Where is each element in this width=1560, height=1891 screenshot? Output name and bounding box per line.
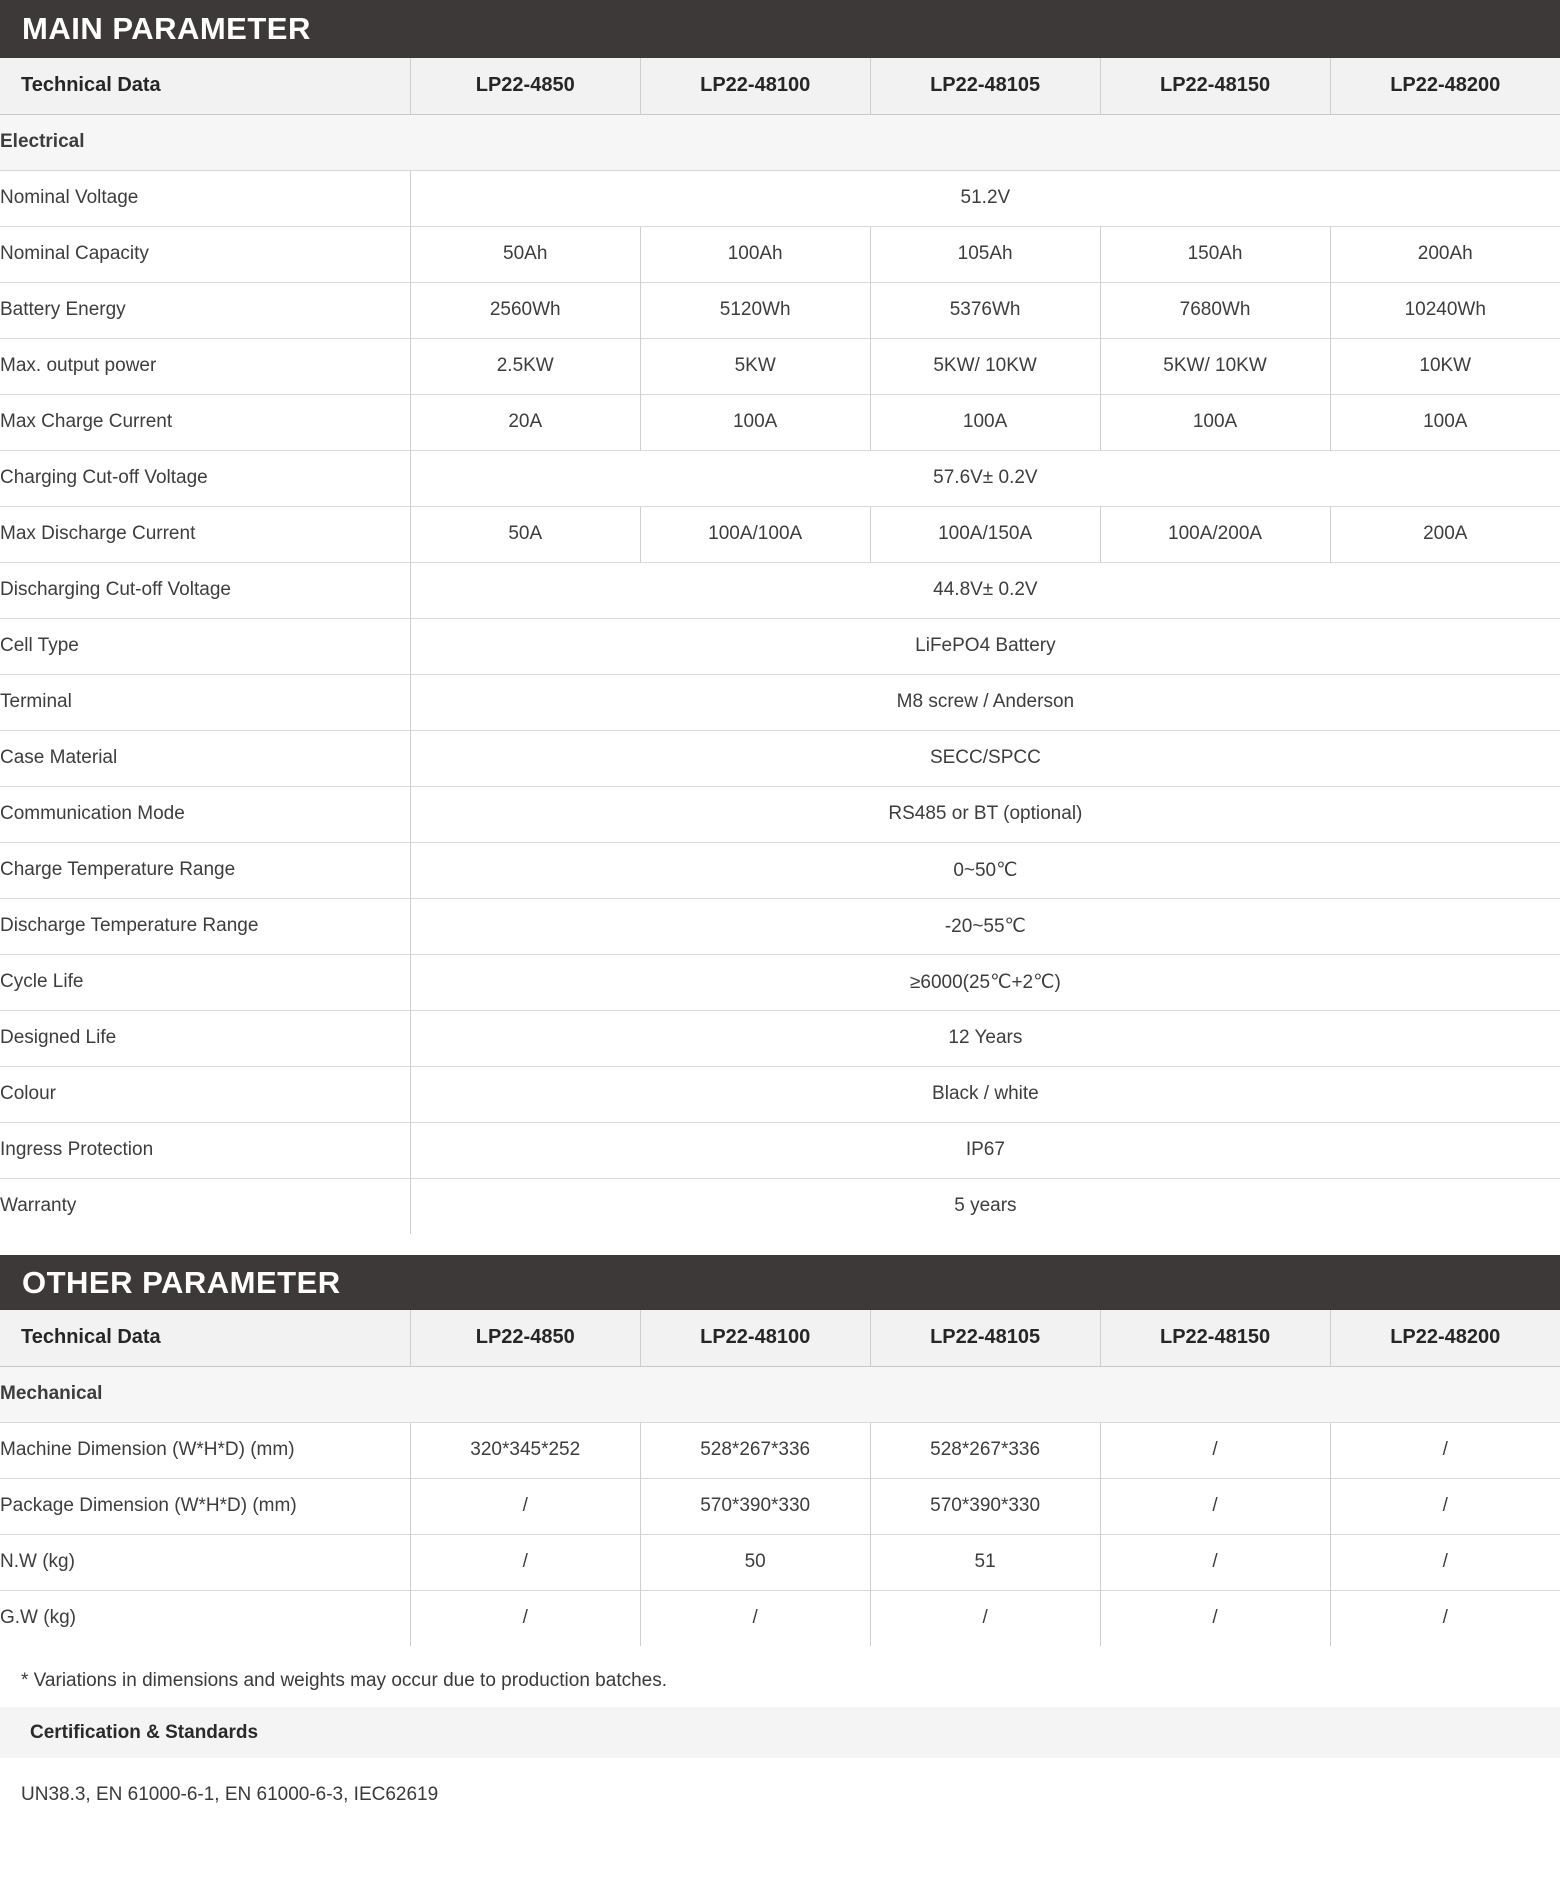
table-row	[0, 674, 1560, 730]
param-value: 10240Wh	[1330, 282, 1560, 338]
param-value: 100A/150A	[870, 506, 1100, 562]
param-value: 20A	[410, 394, 640, 450]
param-value-merged: 51.2V	[410, 170, 1560, 226]
param-value: 528*267*336	[870, 1422, 1100, 1478]
param-value-merged: SECC/SPCC	[410, 730, 1560, 786]
other-table-body	[0, 1366, 1560, 1646]
param-value: 100A	[870, 394, 1100, 450]
column-header-model: LP22-48150	[1100, 1310, 1330, 1366]
table-row	[0, 562, 1560, 618]
param-value: 100A	[1100, 394, 1330, 450]
param-label: Charging Cut-off Voltage	[0, 450, 410, 506]
param-value: 5KW/ 10KW	[870, 338, 1100, 394]
param-value: 50	[640, 1534, 870, 1590]
param-value: /	[1330, 1478, 1560, 1534]
param-value-merged: IP67	[410, 1122, 1560, 1178]
param-label: Battery Energy	[0, 282, 410, 338]
param-value: 2.5KW	[410, 338, 640, 394]
param-value: /	[870, 1590, 1100, 1646]
column-header-model: LP22-48100	[640, 1310, 870, 1366]
param-value-merged: 57.6V± 0.2V	[410, 450, 1560, 506]
param-value: 570*390*330	[870, 1478, 1100, 1534]
main-table-body	[0, 114, 1560, 1234]
certification-standards-heading: Certification & Standards	[30, 1721, 259, 1743]
dimension-footnote: * Variations in dimensions and weights may occur due to production batches.	[21, 1670, 668, 1691]
param-value: 5120Wh	[640, 282, 870, 338]
column-header-model: LP22-48150	[1100, 58, 1330, 114]
param-value: 5KW	[640, 338, 870, 394]
param-value: 100Ah	[640, 226, 870, 282]
table-row	[0, 1590, 1560, 1646]
param-label: Warranty	[0, 1178, 410, 1234]
param-value: 5376Wh	[870, 282, 1100, 338]
table-row	[0, 1422, 1560, 1478]
param-value: /	[1330, 1534, 1560, 1590]
param-label: Max Discharge Current	[0, 506, 410, 562]
param-value: 528*267*336	[640, 1422, 870, 1478]
param-label: Nominal Capacity	[0, 226, 410, 282]
table-header-row	[0, 58, 1560, 114]
table-row	[0, 170, 1560, 226]
column-header-model: LP22-48100	[640, 58, 870, 114]
column-header-model: LP22-4850	[410, 1310, 640, 1366]
param-label: Charge Temperature Range	[0, 842, 410, 898]
table-row	[0, 1178, 1560, 1234]
param-value: 10KW	[1330, 338, 1560, 394]
param-value: 150Ah	[1100, 226, 1330, 282]
param-value: 200Ah	[1330, 226, 1560, 282]
param-value: 51	[870, 1534, 1100, 1590]
table-row	[0, 1534, 1560, 1590]
param-value: 100A/200A	[1100, 506, 1330, 562]
param-value-merged: 12 Years	[410, 1010, 1560, 1066]
param-label: Discharging Cut-off Voltage	[0, 562, 410, 618]
param-label: Case Material	[0, 730, 410, 786]
param-value: /	[1100, 1422, 1330, 1478]
param-label: G.W (kg)	[0, 1590, 410, 1646]
table-row	[0, 226, 1560, 282]
table-row	[0, 338, 1560, 394]
column-header-model: LP22-48200	[1330, 58, 1560, 114]
table-row	[0, 898, 1560, 954]
column-header-technical-data: Technical Data	[0, 1310, 410, 1366]
param-value-merged: -20~55℃	[410, 898, 1560, 954]
param-value: /	[1100, 1590, 1330, 1646]
main-parameter-table	[0, 58, 1560, 1234]
table-row	[0, 1010, 1560, 1066]
param-value: 100A	[1330, 394, 1560, 450]
param-value: 570*390*330	[640, 1478, 870, 1534]
param-value: 7680Wh	[1100, 282, 1330, 338]
param-value: /	[640, 1590, 870, 1646]
table-header-row	[0, 1310, 1560, 1366]
certification-standards-band	[0, 1707, 1560, 1758]
certification-standards-text: UN38.3, EN 61000-6-1, EN 61000-6-3, IEC62619	[21, 1784, 439, 1805]
other-table-head	[0, 1310, 1560, 1366]
table-row	[0, 786, 1560, 842]
section-row	[0, 1366, 1560, 1422]
section-row-label: Mechanical	[0, 1366, 1560, 1422]
param-label: N.W (kg)	[0, 1534, 410, 1590]
other-parameter-table	[0, 1310, 1560, 1646]
table-row	[0, 730, 1560, 786]
param-value: /	[1330, 1422, 1560, 1478]
param-value-merged: Black / white	[410, 1066, 1560, 1122]
param-label: Nominal Voltage	[0, 170, 410, 226]
param-value: 105Ah	[870, 226, 1100, 282]
column-header-model: LP22-4850	[410, 58, 640, 114]
table-row	[0, 394, 1560, 450]
table-row	[0, 450, 1560, 506]
param-value: 5KW/ 10KW	[1100, 338, 1330, 394]
param-value: /	[410, 1534, 640, 1590]
param-value-merged: 0~50℃	[410, 842, 1560, 898]
param-value: /	[1330, 1590, 1560, 1646]
table-row	[0, 1122, 1560, 1178]
param-label: Max. output power	[0, 338, 410, 394]
main-table-head	[0, 58, 1560, 114]
param-value: 50A	[410, 506, 640, 562]
table-row	[0, 1478, 1560, 1534]
param-value: 100A/100A	[640, 506, 870, 562]
param-value-merged: ≥6000(25℃+2℃)	[410, 954, 1560, 1010]
table-row	[0, 618, 1560, 674]
param-label: Colour	[0, 1066, 410, 1122]
param-label: Terminal	[0, 674, 410, 730]
column-header-model: LP22-48105	[870, 58, 1100, 114]
table-row	[0, 842, 1560, 898]
param-label: Designed Life	[0, 1010, 410, 1066]
param-value-merged: LiFePO4 Battery	[410, 618, 1560, 674]
column-header-model: LP22-48105	[870, 1310, 1100, 1366]
section-row-label: Electrical	[0, 114, 1560, 170]
param-value: /	[1100, 1534, 1330, 1590]
table-row	[0, 506, 1560, 562]
param-label: Cycle Life	[0, 954, 410, 1010]
param-value-merged: 5 years	[410, 1178, 1560, 1234]
table-row	[0, 954, 1560, 1010]
param-value-merged: M8 screw / Anderson	[410, 674, 1560, 730]
column-header-model: LP22-48200	[1330, 1310, 1560, 1366]
other-parameter-title-bar	[0, 1255, 1560, 1310]
column-header-technical-data: Technical Data	[0, 58, 410, 114]
param-value-merged: 44.8V± 0.2V	[410, 562, 1560, 618]
table-row	[0, 282, 1560, 338]
section-row	[0, 114, 1560, 170]
param-label: Communication Mode	[0, 786, 410, 842]
param-value: /	[410, 1590, 640, 1646]
param-value: /	[1100, 1478, 1330, 1534]
param-value: 50Ah	[410, 226, 640, 282]
param-value: 2560Wh	[410, 282, 640, 338]
param-label: Machine Dimension (W*H*D) (mm)	[0, 1422, 410, 1478]
param-label: Discharge Temperature Range	[0, 898, 410, 954]
param-label: Ingress Protection	[0, 1122, 410, 1178]
param-value: 200A	[1330, 506, 1560, 562]
param-value: /	[410, 1478, 640, 1534]
param-label: Package Dimension (W*H*D) (mm)	[0, 1478, 410, 1534]
param-value: 100A	[640, 394, 870, 450]
param-label: Cell Type	[0, 618, 410, 674]
other-parameter-title: OTHER PARAMETER	[22, 1264, 341, 1300]
param-label: Max Charge Current	[0, 394, 410, 450]
table-row	[0, 1066, 1560, 1122]
param-value: 320*345*252	[410, 1422, 640, 1478]
main-parameter-title: MAIN PARAMETER	[22, 11, 311, 46]
param-value-merged: RS485 or BT (optional)	[410, 786, 1560, 842]
main-parameter-title-bar	[0, 0, 1560, 58]
